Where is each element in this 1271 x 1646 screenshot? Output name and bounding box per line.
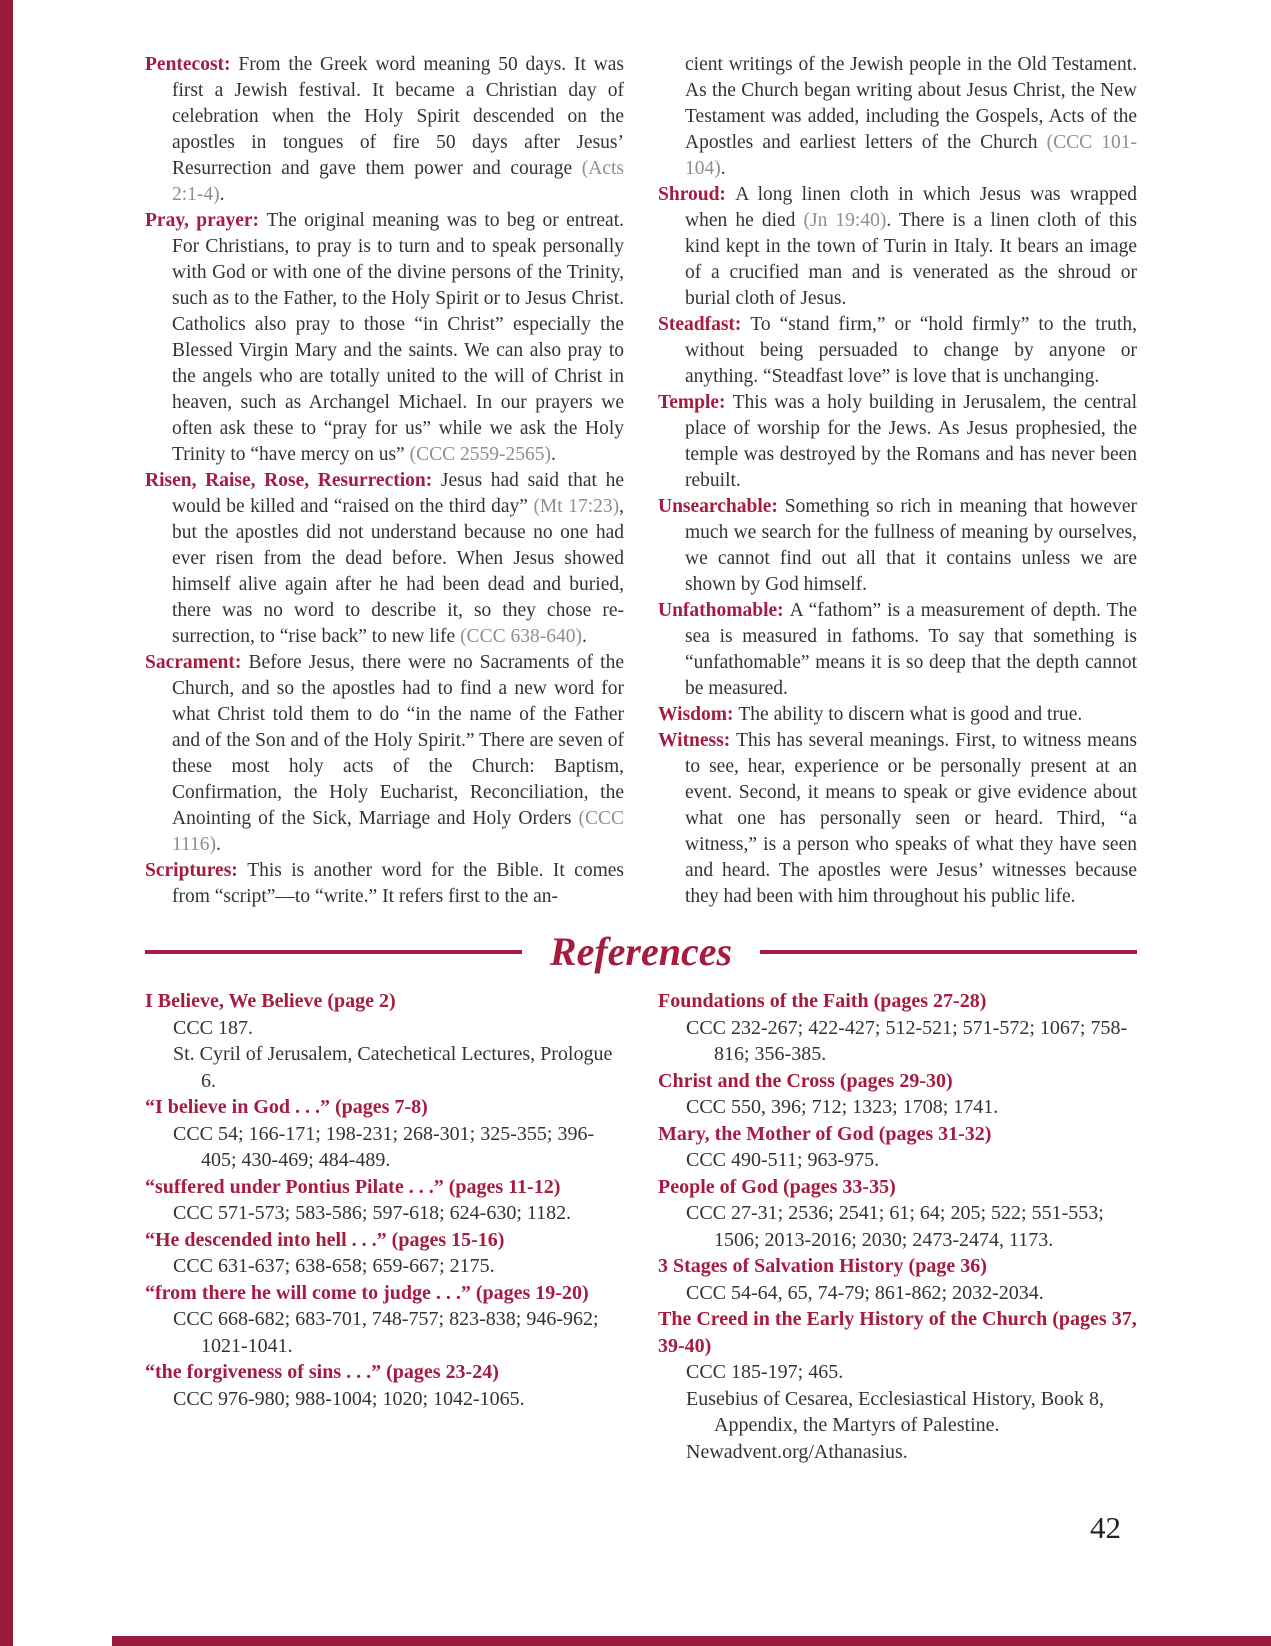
left-border-bar [0, 0, 13, 1646]
references-left-column [145, 988, 624, 1465]
definition-text: . [216, 834, 221, 855]
definition-text: , but the apostles did not understand because no one had ever risen from the dead before. When Jesus showed himself alive again after he had been dead and buried, there was no word to describe it, so they chose re-surrection, to “rise back” to new life [172, 496, 624, 647]
glossary-entry [658, 494, 1137, 598]
scripture-citation: (Mt 17:23) [533, 496, 620, 517]
references-title: References [549, 929, 733, 974]
reference-citation: CCC 490-511; 963-975. [686, 1149, 880, 1171]
scripture-citation: (Acts 2:1-4) [172, 158, 624, 205]
reference-heading: Mary, the Mother of God (pages 31-32) [658, 1122, 992, 1145]
glossary-entry [658, 390, 1137, 494]
glossary-term: Pray, prayer: [145, 210, 267, 231]
reference-citation: CCC 550, 396; 712; 1323; 1708; 1741. [686, 1096, 999, 1118]
reference-heading: “from there he will come to judge . . .” (pages 19-20) [145, 1281, 589, 1304]
glossary-entry [658, 728, 1137, 910]
definition-text: . [581, 626, 587, 647]
reference-citation: Newadvent.org/Athanasius. [686, 1440, 908, 1463]
definition-text: The ability to discern what is good and true. [738, 704, 1083, 725]
reference-heading: Foundations of the Faith (pages 27-28) [658, 990, 987, 1012]
definition-text: . [550, 444, 556, 465]
reference-citation: CCC 54; 166-171; 198-231; 268-301; 325-355; 396-405; 430-469; 484-489. [173, 1122, 595, 1171]
glossary-entry [145, 858, 624, 910]
reference-citation: CCC 571-573; 583-586; 597-618; 624-630; 1182. [173, 1202, 572, 1224]
definition-text: . There is a linen cloth of this kind kept in the town of Turin in Italy. It bears an image of a crucified man and is venerated as the shroud or burial cloth of Jesus. [685, 210, 1137, 309]
reference-heading: “I believe in God . . .” (pages 7-8) [145, 1096, 428, 1118]
glossary-term: Scriptures: [145, 860, 248, 881]
glossary-entry [145, 208, 624, 468]
definition-text: This was a holy building in Jerusalem, the central place of worship for the Jews. As Jesus prophesied, the temple was destroyed by the Romans and has never been rebuilt. [685, 392, 1137, 491]
definition-text: Before Jesus, there were no Sacraments of the Church, and so the apostles had to find a new word for what Christ told them to do “in the name of the Father and of the Son and of the Holy Spirit.” There are seven of these most holy acts of the Church: Baptism, Confirmation, the Holy Eucharist, Reconciliation, the Anointing of the Sick, Marriage and Holy Orders [172, 652, 625, 829]
scripture-citation: (CCC 2559-2565) [409, 444, 551, 465]
definition-text: To “stand firm,” or “hold firmly” to the truth, without being persuaded to change by anyone or anything. “Steadfast love” is love that is unchanging. [685, 314, 1137, 387]
glossary-term: Pentecost: [145, 54, 239, 75]
reference-citation: St. Cyril of Jerusalem, Catechetical Lectures, Prologue 6. [173, 1043, 613, 1092]
definition-text: This is another word for the Bible. It comes from “script”—to “write.” It refers first to the an- [172, 860, 625, 907]
glossary-entry [145, 52, 624, 208]
reference-citation: CCC 27-31; 2536; 2541; 61; 64; 205; 522; 551-553; 1506; 2013-2016; 2030; 2473-2474, 1173. [686, 1202, 1104, 1251]
definition-text: This has several meanings. First, to witness means to see, hear, experience or be personally present at an event. Second, it means to speak or give evidence about what one has personally seen or heard. Third, “a witness,” is a person who speaks of what they have seen and heard. The apostles were Jesus’ witnesses because they had been with him throughout his public life. [685, 730, 1137, 907]
glossary-term: Risen, Raise, Rose, Resurrection: [145, 470, 441, 491]
reference-citation: CCC 185-197; 465. [686, 1361, 844, 1383]
references-rule-left [145, 950, 522, 954]
glossary-term: Temple: [658, 392, 733, 413]
bottom-border-bar [112, 1636, 1271, 1646]
scripture-citation: (CCC 101-104) [685, 132, 1137, 179]
references-rule-right [760, 950, 1137, 954]
page-content [145, 52, 1137, 1465]
glossary-entry [658, 182, 1137, 312]
definition-text: . [219, 184, 225, 205]
definition-text: Something so rich in meaning that however much we search for the fullness of meaning by ourselves, we cannot find out all that it contains unless we are shown by God himself. [685, 496, 1137, 595]
reference-heading: “suffered under Pontius Pilate . . .” (pages 11-12) [145, 1175, 561, 1198]
definition-text: cient writings of the Jewish people in the Old Testament. As the Church began writing about Jesus Christ, the New Testament was added, including the Gospels, Acts of the Apostles and earliest letters of the Church [685, 54, 1137, 153]
definition-text: The original meaning was to beg or entreat. For Christians, to pray is to turn and to speak personally with God or with one of the divine persons of the Trinity, such as to the Father, to the Holy Spirit or to Jesus Christ. Catholics also pray to those “in Christ” especially the Blessed Virgin Mary and the saints. We can also pray to the angels who are totally united to the will of Christ in heaven, such as Archangel Michael. In our prayers we often ask these to “pray for us” while we ask the Holy Trinity to “have mercy on us” [172, 210, 624, 465]
reference-heading: Christ and the Cross (pages 29-30) [658, 1069, 953, 1092]
glossary-term: Shroud: [658, 184, 736, 205]
glossary-entry [658, 702, 1137, 728]
glossary-term: Wisdom: [658, 704, 739, 725]
definition-text: Jesus had said that he would be killed and “raised on the third day” [172, 470, 624, 517]
references-right-column [658, 988, 1137, 1465]
references-section [145, 988, 1137, 1465]
reference-heading: “the forgiveness of sins . . .” (pages 23-24) [145, 1361, 499, 1383]
scripture-citation: (Jn 19:40) [803, 210, 887, 231]
reference-citation: CCC 187. [173, 1016, 254, 1039]
glossary-term: Sacrament: [145, 652, 249, 673]
reference-heading: I Believe, We Believe (page 2) [145, 990, 396, 1012]
reference-citation: Eusebius of Cesarea, Ecclesiastical History, Book 8, Appendix, the Martyrs of Palestine. [686, 1387, 1105, 1436]
reference-heading: 3 Stages of Salvation History (page 36) [658, 1255, 987, 1277]
glossary-term: Unfathomable: [658, 600, 790, 621]
definition-text: A long linen cloth in which Jesus was wrapped when he died [685, 184, 1137, 231]
definition-text: From the Greek word meaning 50 days. It was first a Jewish festival. It became a Christian day of celebration when the Holy Spirit descended on the apostles in tongues of fire 50 days after Jesus’ Resurrection and gave them power and courage [172, 54, 624, 179]
reference-citation: CCC 976-980; 988-1004; 1020; 1042-1065. [173, 1387, 525, 1410]
glossary-term: Unsearchable: [658, 496, 785, 517]
glossary-term: Witness: [658, 730, 737, 751]
reference-heading: The Creed in the Early History of the Church (pages 37, 39-40) [658, 1308, 1137, 1357]
reference-citation: CCC 232-267; 422-427; 512-521; 571-572; 1067; 758-816; 356-385. [686, 1016, 1128, 1065]
glossary-entry [658, 312, 1137, 390]
reference-heading: “He descended into hell . . .” (pages 15-16) [145, 1228, 505, 1251]
reference-heading: People of God (pages 33-35) [658, 1175, 896, 1198]
definition-text: A “fathom” is a measurement of depth. The sea is measured in fathoms. To say that something is “unfathomable” means it is so deep that the depth cannot be measured. [685, 600, 1137, 699]
glossary-section [145, 52, 1137, 910]
glossary-entry [658, 598, 1137, 702]
glossary-entry [658, 52, 1137, 182]
glossary-entry [145, 468, 624, 650]
glossary-term: Steadfast: [658, 314, 751, 335]
scripture-citation: (CCC 638-640) [460, 626, 582, 647]
glossary-left-column [145, 52, 624, 910]
reference-citation: CCC 631-637; 638-658; 659-667; 2175. [173, 1255, 495, 1277]
reference-citation: CCC 54-64, 65, 74-79; 861-862; 2032-2034. [686, 1281, 1044, 1304]
page-number: 42 [1090, 1510, 1121, 1545]
scripture-citation: (CCC 1116) [172, 808, 624, 855]
glossary-right-column [658, 52, 1137, 910]
glossary-entry [145, 650, 624, 858]
definition-text: . [720, 158, 726, 179]
reference-citation: CCC 668-682; 683-701, 748-757; 823-838; 946-962; 1021-1041. [173, 1308, 599, 1357]
references-header [145, 929, 1137, 974]
